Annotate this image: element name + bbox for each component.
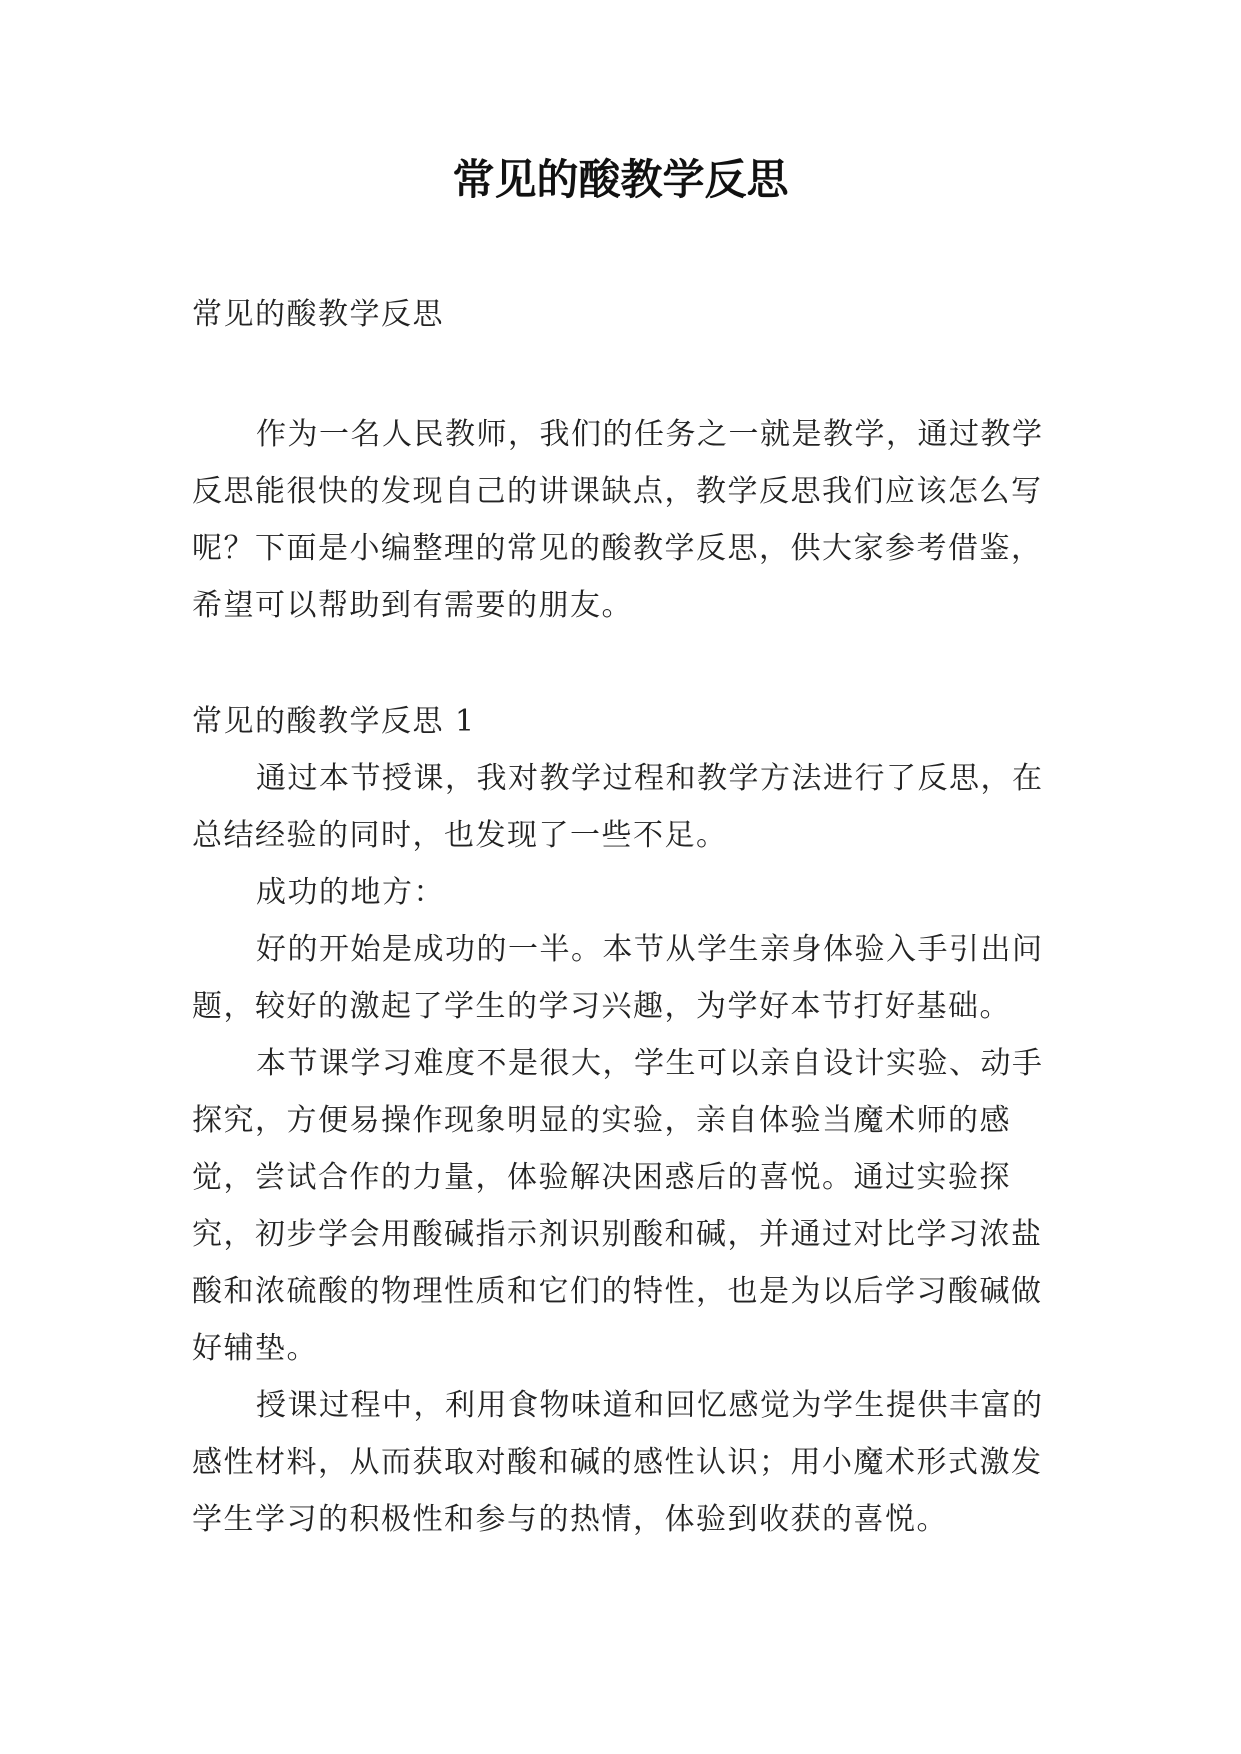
document-subtitle: 常见的酸教学反思 — [192, 297, 444, 332]
section-body — [192, 750, 1072, 1548]
body-paragraph: 通过本节授课，我对教学过程和教学方法进行了反思，在总结经验的同时，也发现了一些不足。 — [192, 761, 1044, 853]
body-paragraph: 授课过程中，利用食物味道和回忆感觉为学生提供丰富的感性材料，从而获取对酸和碱的感性认识；用小魔术形式激发学生学习的积极性和参与的热情，体验到收获的喜悦。 — [192, 1388, 1044, 1537]
body-paragraph: 好的开始是成功的一半。本节从学生亲身体验入手引出问题，较好的激起了学生的学习兴趣，为学好本节打好基础。 — [192, 932, 1044, 1024]
document-title: 常见的酸教学反思 — [452, 155, 789, 204]
section-heading: 常见的酸教学反思 1 — [192, 704, 476, 739]
body-paragraph: 本节课学习难度不是很大，学生可以亲自设计实验、动手探究，方便易操作现象明显的实验，亲自体验当魔术师的感觉，尝试合作的力量，体验解决困惑后的喜悦。通过实验探究，初步学会用酸碱指示剂识别酸和碱，并通过对比学习浓盐酸和浓硫酸的物理性质和它们的特性，也是为以后学习酸碱做好辅垫。 — [192, 1046, 1044, 1366]
body-paragraph: 成功的地方： — [256, 875, 445, 910]
intro-paragraph: 作为一名人民教师，我们的任务之一就是教学，通过教学反思能很快的发现自己的讲课缺点，教学反思我们应该怎么写呢？下面是小编整理的常见的酸教学反思，供大家参考借鉴，希望可以帮助到有需要的朋友。 — [192, 417, 1044, 623]
